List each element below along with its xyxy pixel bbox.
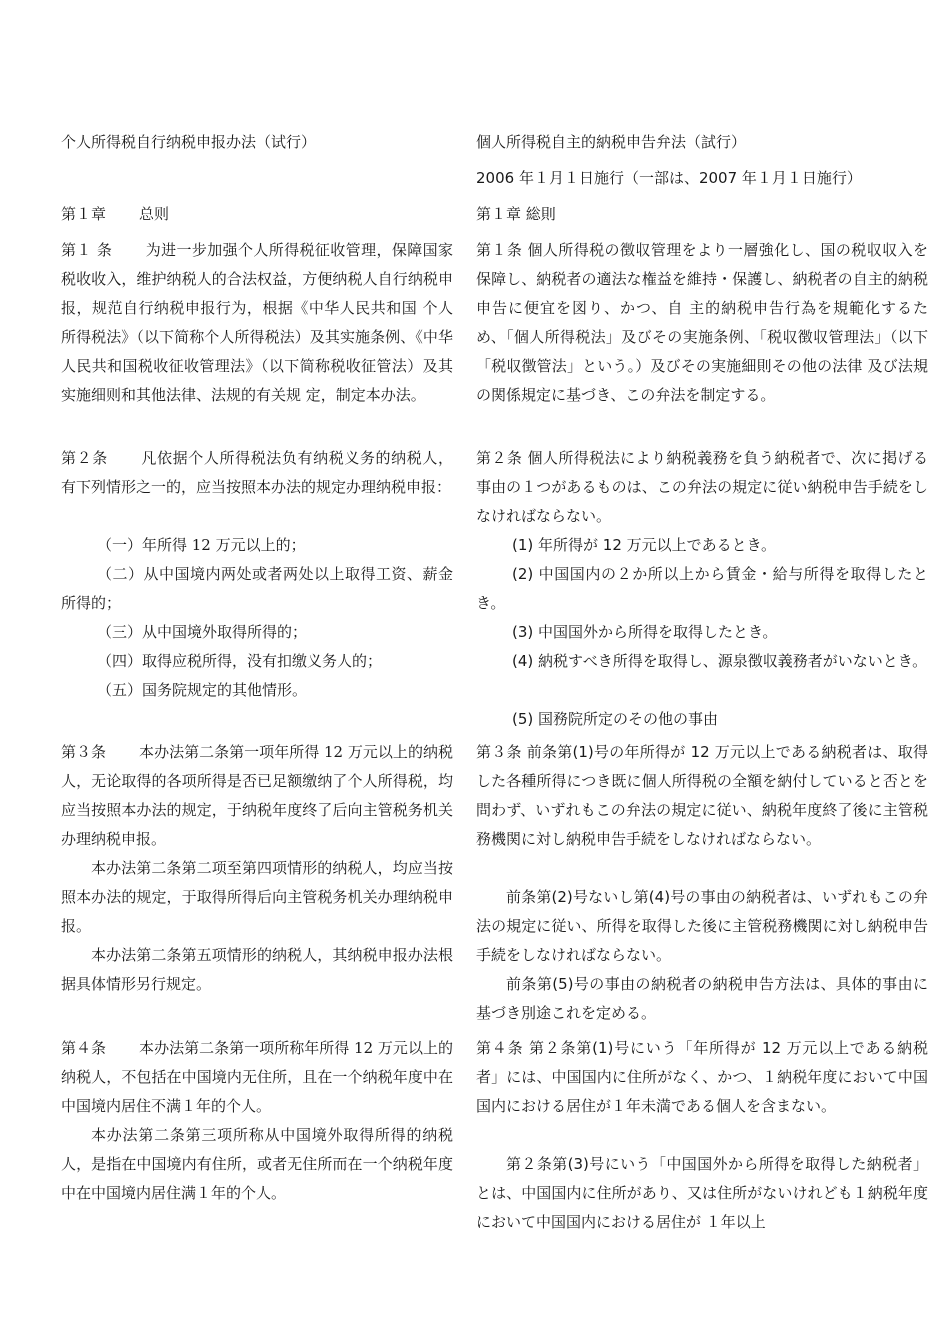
- cn-article-4-para-2: 本办法第二条第三项所称从中国境外取得所得的纳税人，是指在中国境内有住所，或者无住所而在一个纳税年度中在中国境内居住满１年的个人。: [61, 1126, 453, 1202]
- jp-article-2-item: (1) 年所得が 12 万元以上であるとき。: [512, 536, 777, 554]
- cn-article-2-item: （四）取得应税所得，没有扣缴义务人的；: [97, 652, 383, 670]
- cn-article-3-para-3: 本办法第二条第五项情形的纳税人，其纳税申报办法根据具体情形另行规定。: [61, 946, 453, 993]
- cn-article-1-text: 为进一步加强个人所得税征收管理，保障国家税收收入，维护纳税人的合法权益，方便纳税人自行纳税申报，规范自行纳税申报行为，根据《中华人民共和国 个人所得税法》（以下简称个人所得税法）及其实施条例、《中华人民共和国税收征收管理法》（以下简称税收征管法）及其实施细则和其他法律、法规的有关规 定，制定本办法。: [61, 241, 453, 404]
- jp-article-4-para-2: 第２条第(3)号にいう「中国国外から所得を取得した納税者」とは、中国国内に住所があり、又は住所がないけれども１納税年度において中国国内における居住が １年以上: [476, 1155, 928, 1231]
- cn-article-3-label: 第３条: [61, 743, 107, 761]
- cn-article-2-item: （一）年所得 12 万元以上的；: [97, 536, 306, 554]
- jp-effective-date: 2006 年１月１日施行（一部は、2007 年１月１日施行）: [476, 169, 862, 187]
- jp-article-2: 第２条 個人所得税法により納税義務を負う納税者で、次に掲げる事由の１つがあるものは、この弁法の規定に従い納税申告手続をしなければならない。: [476, 449, 928, 525]
- cn-article-2-text: 凡依据个人所得税法负有纳税义务的纳税人，有下列情形之一的，应当按照本办法的规定办理纳税申报：: [61, 449, 453, 496]
- cn-article-4: [61, 1034, 453, 1121]
- cn-chapter-1-label: 第１章: [61, 205, 107, 223]
- cn-chapter-1-title: 总则: [139, 205, 170, 223]
- jp-article-2-item: (4) 納税すべき所得を取得し、源泉徴収義務者がいないとき。: [512, 652, 928, 670]
- cn-article-1-label: 第１ 条: [61, 241, 113, 259]
- jp-article-3-para-3: 前条第(5)号の事由の納税者の納税申告方法は、具体的事由に基づき別途これを定める。: [476, 975, 928, 1022]
- cn-article-3-text: 本办法第二条第一项年所得 12 万元以上的纳税人，无论取得的各项所得是否已足额缴纳了个人所得税，均应当按照本办法的规定，于纳税年度终了后向主管税务机关办理纳税申报。: [61, 743, 453, 848]
- cn-article-3: [61, 738, 453, 854]
- jp-title: 個人所得税自主的納税申告弁法（試行）: [476, 133, 747, 151]
- cn-title: 个人所得税自行纳税申报办法（试行）: [61, 133, 317, 151]
- jp-article-2-item: (3) 中国国外から所得を取得したとき。: [512, 623, 778, 641]
- jp-article-2-item: (5) 国務院所定のその他の事由: [512, 710, 719, 728]
- cn-article-2-item: （三）从中国境外取得所得的；: [97, 623, 308, 641]
- cn-article-2-item: （五）国务院规定的其他情形。: [97, 681, 308, 699]
- cn-article-2: [61, 444, 453, 502]
- jp-chapter-1-heading: 第１章 総則: [476, 205, 556, 223]
- cn-article-1: [61, 236, 453, 410]
- cn-article-2-item: （二）从中国境内两处或者两处以上取得工资、薪金所得的；: [61, 565, 453, 612]
- cn-article-2-label: 第２条: [61, 449, 108, 467]
- jp-article-2-item: (2) 中国国内の２か所以上から賃金・給与所得を取得したとき。: [476, 565, 928, 612]
- cn-article-4-text: 本办法第二条第一项所称年所得 12 万元以上的纳税人，不包括在中国境内无住所，且在一个纳税年度中在中国境内居住不满１年的个人。: [61, 1039, 453, 1115]
- cn-article-3-para-2: 本办法第二条第二项至第四项情形的纳税人，均应当按照本办法的规定，于取得所得后向主管税务机关办理纳税申报。: [61, 859, 453, 935]
- jp-article-1: 第１条 個人所得税の徴収管理をより一層強化し、国の税収収入を保障し、納税者の適法な権益を維持・保護し、納税者の自主的納税申告に便宜を図り、かつ、自 主的納税申告行為を規範化するため、「個人所得税法」及びその実施条例、「税収徴収管理法」（以下「税収徴管法」という。）及びその実施細則その他の法律 及び法規の関係規定に基づき、この弁法を制定する。: [476, 241, 928, 404]
- jp-article-3-para-2: 前条第(2)号ないし第(4)号の事由の納税者は、いずれもこの弁法の規定に従い、所得を取得した後に主管税務機関に対し納税申告手続をしなければならない。: [476, 888, 928, 964]
- jp-article-3: 第３条 前条第(1)号の年所得が 12 万元以上である納税者は、取得した各種所得につき既に個人所得税の全額を納付していると否とを問わず、いずれもこの弁法の規定に従い、納税年度終了後に主管税務機関に対し納税申告手続をしなければならない。: [476, 743, 928, 848]
- jp-article-4: 第４条 第２条第(1)号にいう「年所得が 12 万元以上である納税者」には、中国国内に住所がなく、かつ、１納税年度において中国国内における居住が１年未満である個人を含まない。: [476, 1039, 928, 1115]
- cn-article-4-label: 第４条: [61, 1039, 107, 1057]
- cn-chapter-1-heading: [61, 200, 453, 229]
